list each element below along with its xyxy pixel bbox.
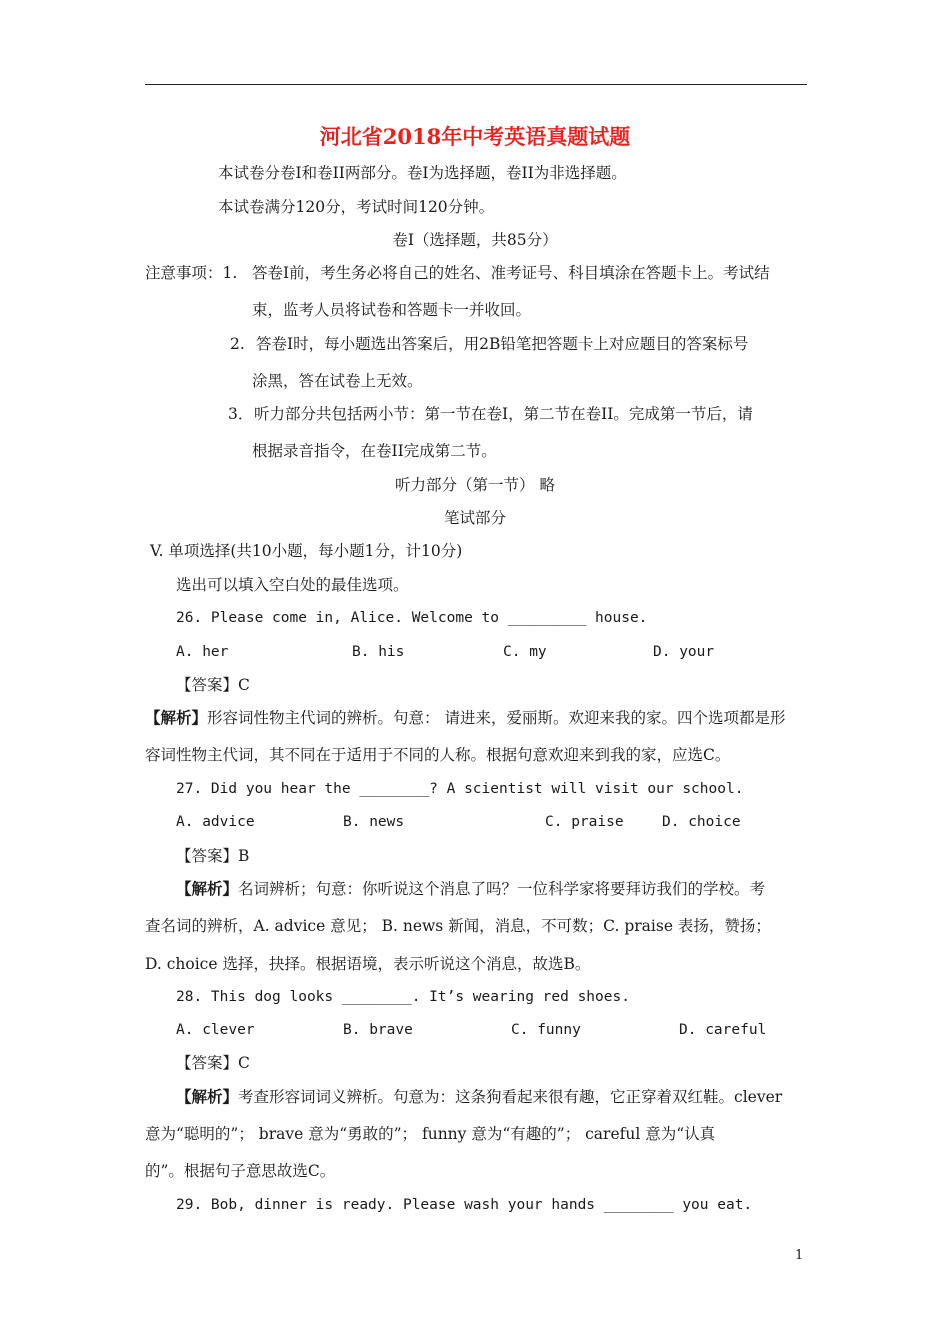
question-27-option-b: B. news (343, 814, 405, 830)
page-number: 1 (795, 1248, 804, 1263)
question-27-analysis-line-3: D. choice 选择，抉择。根据语境，表示听说这个消息，故选B。 (145, 955, 591, 973)
question-26-answer: 【答案】C (176, 676, 250, 694)
question-26-option-d: D. your (653, 644, 715, 660)
section-v-heading: V. 单项选择(共10小题，每小题1分，计10分) (150, 542, 463, 560)
note-2-line-1: 答卷I时，每小题选出答案后，用2B铅笔把答题卡上对应题目的答案标号 (256, 335, 749, 353)
question-26-option-b: B. his (352, 644, 405, 660)
note-1-line-2: 束，监考人员将试卷和答题卡一并收回。 (252, 301, 532, 319)
question-28-option-c: C. funny (511, 1022, 581, 1038)
question-27-analysis-line-2: 查名词的辨析，A. advice 意见； B. news 新闻，消息，不可数；C. praise 表扬，赞扬； (145, 917, 771, 935)
notes-label: 注意事项：1. (145, 264, 238, 282)
question-28-analysis-line-2: 意为“聪明的”； brave 意为“勇敢的”； funny 意为“有趣的”； careful 意为“认真 (145, 1125, 716, 1143)
intro-line-1: 本试卷分卷I和卷II两部分。卷I为选择题，卷II为非选择题。 (218, 164, 627, 182)
question-26-option-c: C. my (503, 644, 547, 660)
question-26-stem: 26. Please come in, Alice. Welcome to _________ house. (176, 610, 648, 626)
question-28-option-b: B. brave (343, 1022, 413, 1038)
question-26-analysis-line-2: 容词性物主代词，其不同在于适用于不同的人称。根据句意欢迎来到我的家，应选C。 (145, 746, 731, 764)
question-29-stem: 29. Bob, dinner is ready. Please wash your hands ________ you eat. (176, 1197, 753, 1213)
listening-heading: 听力部分（第一节） 略 (395, 476, 555, 494)
section-v-instruction: 选出可以填入空白处的最佳选项。 (176, 576, 409, 594)
question-28-analysis-line-1 (176, 1087, 782, 1107)
part1-heading: 卷I（选择题，共85分） (392, 231, 558, 249)
analysis-text: 考查形容词词义辨析。句意为：这条狗看起来很有趣，它正穿着双红鞋。clever (238, 1088, 783, 1106)
note-2-line-2: 涂黑，答在试卷上无效。 (252, 372, 423, 390)
analysis-label: 【解析】 (176, 1087, 239, 1106)
question-27-stem: 27. Did you hear the ________? A scientist will visit our school. (176, 781, 744, 797)
question-28-option-a: A. clever (176, 1022, 255, 1038)
note-1-line-1: 答卷I前，考生务必将自己的姓名、准考证号、科目填涂在答题卡上。考试结 (252, 264, 770, 282)
analysis-label: 【解析】 (145, 708, 208, 727)
page-title: 河北省2018年中考英语真题试题 (319, 124, 631, 149)
question-27-option-a: A. advice (176, 814, 255, 830)
note-3-line-2: 根据录音指令，在卷II完成第二节。 (252, 442, 497, 460)
intro-line-2: 本试卷满分120分，考试时间120分钟。 (218, 198, 495, 216)
note-3-number: 3． (228, 405, 254, 423)
question-27-answer: 【答案】B (176, 847, 250, 865)
header-rule (145, 84, 807, 85)
question-28-analysis-line-3: 的”。根据句子意思故选C。 (145, 1162, 336, 1180)
question-28-option-d: D. careful (679, 1022, 767, 1038)
analysis-text: 形容词性物主代词的辨析。句意： 请进来，爱丽斯。欢迎来我的家。四个选项都是形 (207, 709, 786, 727)
question-28-stem: 28. This dog looks ________. It’s wearing red shoes. (176, 989, 630, 1005)
question-26-analysis-line-1 (145, 708, 785, 728)
analysis-text: 名词辨析；句意：你听说这个消息了吗？一位科学家将要拜访我们的学校。考 (238, 880, 766, 898)
question-28-answer: 【答案】C (176, 1054, 250, 1072)
analysis-label: 【解析】 (176, 879, 239, 898)
question-27-option-c: C. praise (545, 814, 624, 830)
note-3-line-1: 听力部分共包括两小节：第一节在卷I，第二节在卷II。完成第一节后，请 (254, 405, 753, 423)
note-2-number: 2. (230, 335, 245, 353)
question-27-analysis-line-1 (176, 879, 765, 899)
question-26-option-a: A. her (176, 644, 229, 660)
written-heading: 笔试部分 (443, 509, 506, 527)
question-27-option-d: D. choice (662, 814, 741, 830)
